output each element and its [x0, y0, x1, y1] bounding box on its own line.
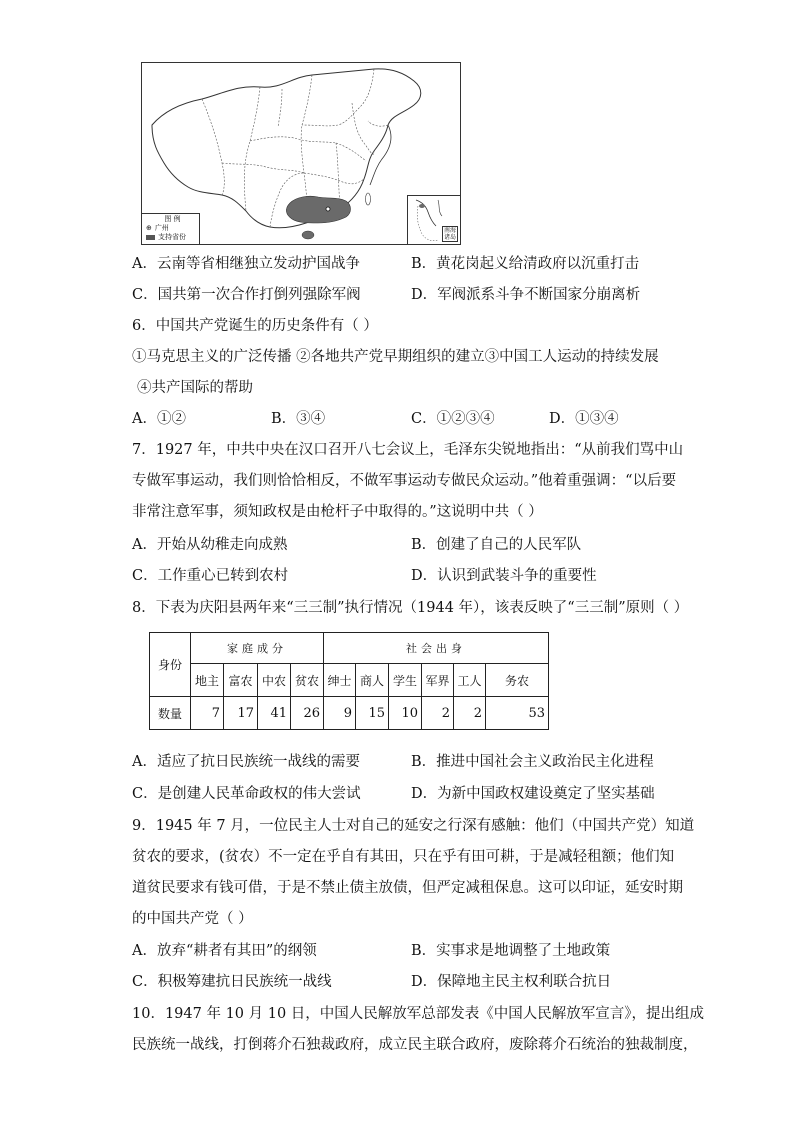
table-header-row — [150, 664, 549, 697]
table-col-header: 学生 — [389, 664, 422, 697]
q10-line-1: 10．1947 年 10 月 10 日，中国人民解放军总部发表《中国人民解放军宣言》，提出组成 — [132, 1006, 705, 1022]
table-cell: 53 — [486, 697, 549, 730]
q9-option-b: B．实事求是地调整了土地政策 — [411, 943, 611, 959]
legend-area-label: 支持省份 — [158, 233, 186, 241]
legend-city-label: 广州 — [154, 224, 169, 232]
q7-line-3: 非常注意军事，须知政权是由枪杆子中取得的。”这说明中共（ ） — [132, 504, 543, 520]
q7-option-d: D．认识到武装斗争的重要性 — [411, 568, 597, 584]
table-col-header: 军界 — [422, 664, 454, 697]
city-marker-icon: ⊕ — [146, 224, 152, 232]
shaded-area-swatch-icon — [146, 235, 155, 240]
q7-line-1: 7．1927 年，中共中央在汉口召开八七会议上，毛泽东尖锐地指出：“从前我们骂中山 — [132, 442, 684, 458]
q7-option-a: A．开始从幼稚走向成熟 — [132, 537, 288, 553]
table-row-label-identity: 身份 — [150, 633, 191, 697]
q6-option-a: A．①② — [132, 411, 186, 427]
table-cell: 15 — [356, 697, 389, 730]
q9-line-2: 贫农的要求，(贫农）不一定在乎自有其田，只在乎有田可耕，于是减轻租额；他们知 — [132, 849, 675, 865]
table-cell: 2 — [422, 697, 454, 730]
table-cell: 10 — [389, 697, 422, 730]
south-china-sea-inset — [407, 195, 460, 244]
q10-line-2: 民族统一战线，打倒蒋介石独裁政府，成立民主联合政府，废除蒋介石统治的独裁制度， — [132, 1037, 698, 1053]
q6-option-d: D．①③④ — [549, 411, 619, 427]
q9-line-1: 9．1945 年 7 月，一位民主人士对自己的延安之行深有感触：他们（中国共产党）知道 — [132, 818, 695, 834]
table-col-header: 富农 — [224, 664, 258, 697]
q6-option-b: B．③④ — [271, 411, 326, 427]
q9-line-3: 道贫民要求有钱可借，于是不禁止债主放债，但严定减租保息。这可以印证，延安时期 — [132, 880, 683, 896]
q9-option-a: A．放弃“耕者有其田”的纲领 — [132, 943, 317, 959]
table-cell: 26 — [291, 697, 324, 730]
q5-option-a: A．云南等省相继独立发动护国战争 — [132, 256, 360, 272]
table-cell: 7 — [191, 697, 224, 730]
q8-option-c: C．是创建人民革命政权的伟大尝试 — [132, 786, 361, 802]
inset-label: 南海诸岛 — [443, 227, 456, 241]
q9-line-4: 的中国共产党（ ） — [132, 911, 253, 927]
q9-option-c: C．积极筹建抗日民族统一战线 — [132, 974, 332, 990]
q8-data-table — [149, 632, 549, 730]
q6-option-c: C．①②③④ — [411, 411, 495, 427]
q8-option-b: B．推进中国社会主义政治民主化进程 — [411, 754, 654, 770]
q6-items-line1: ①马克思主义的广泛传播 ②各地共产党早期组织的建立③中国工人运动的持续发展 — [132, 349, 659, 365]
q6-items-line2: ④共产国际的帮助 — [137, 380, 253, 396]
q8-option-d: D．为新中国政权建设奠定了坚实基础 — [411, 786, 655, 802]
table-col-header: 务农 — [486, 664, 549, 697]
table-col-header: 中农 — [258, 664, 291, 697]
q5-option-c: C．国共第一次合作打倒列强除军阀 — [132, 287, 361, 303]
table-group-family: 家庭成分 — [191, 633, 324, 664]
table-group-social: 社会出身 — [324, 633, 549, 664]
table-col-header: 绅士 — [324, 664, 356, 697]
q7-option-b: B．创建了自己的人民军队 — [411, 537, 582, 553]
q9-option-d: D．保障地主民主权利联合抗日 — [411, 974, 612, 990]
q7-option-c: C．工作重心已转到农村 — [132, 568, 289, 584]
table-cell: 2 — [454, 697, 486, 730]
table-col-header: 地主 — [191, 664, 224, 697]
table-col-header: 贫农 — [291, 664, 324, 697]
table-cell: 41 — [258, 697, 291, 730]
legend-title: 图 例 — [164, 215, 181, 223]
table-cell: 17 — [224, 697, 258, 730]
q5-option-d: D．军阀派系斗争不断国家分崩离析 — [411, 287, 641, 303]
q8-option-a: A．适应了抗日民族统一战线的需要 — [132, 754, 360, 770]
table-row — [150, 697, 549, 730]
legend-area-row — [146, 233, 199, 242]
table-col-header: 商人 — [356, 664, 389, 697]
table-row-label-count: 数量 — [150, 697, 191, 730]
q5-option-b: B．黄花岗起义给清政府以沉重打击 — [411, 256, 640, 272]
q6-stem: 6．中国共产党诞生的历史条件有（ ） — [132, 318, 378, 334]
table-col-header: 工人 — [454, 664, 486, 697]
china-map-figure — [141, 62, 461, 245]
legend-city-row — [146, 224, 199, 233]
q7-line-2: 专做军事运动，我们则恰恰相反，不做军事运动专做民众运动。”他着重强调：“以后要 — [132, 473, 677, 489]
q8-stem: 8．下表为庆阳县两年来“三三制”执行情况（1944 年），该表反映了“三三制”原则（ ） — [132, 600, 689, 616]
map-legend — [142, 213, 200, 244]
table-cell: 9 — [324, 697, 356, 730]
